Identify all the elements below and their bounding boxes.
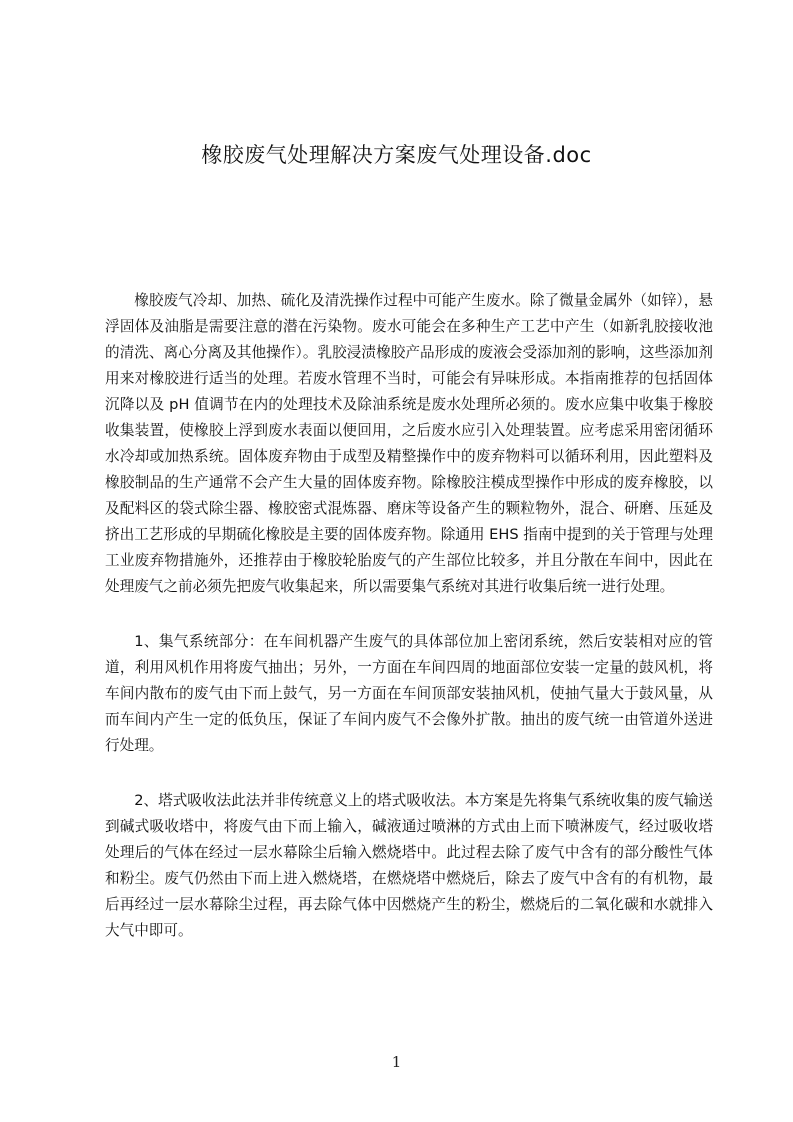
paragraph-intro: 橡胶废气冷却、加热、硫化及清洗操作过程中可能产生废水。除了微量金属外（如锌），悬浮固体及油脂是需要注意的潜在污染物。废水可能会在多种生产工艺中产生（如新乳胶接收池的清洗、离心分离及其他操作）。乳胶浸渍橡胶产品形成的废液会受添加剂的影响，这些添加剂用来对橡胶进行适当的处理。若废水管理不当时，可能会有异味形成。本指南推荐的包括固体沉降以及 pH 值调节在内的处理技术及除油系统是废水处理所必须的。废水应集中收集于橡胶收集装置，使橡胶上浮到废水表面以便回用，之后废水应引入处理装置。应考虑采用密闭循环水冷却或加热系统。固体废弃物由于成型及精整操作中的废弃物料可以循环利用，因此塑料及橡胶制品的生产通常不会产生大量的固体废弃物。除橡胶注模成型操作中形成的废弃橡胶，以及配料区的袋式除尘器、橡胶密式混炼器、磨床等设备产生的颗粒物外，混合、研磨、压延及挤出工艺形成的早期硫化橡胶是主要的固体废弃物。除通用 EHS 指南中提到的关于管理与处理工业废弃物措施外，还推荐由于橡胶轮胎废气的产生部位比较多，并且分散在车间中，因此在处理废气之前必须先把废气收集起来，所以需要集气系统对其进行收集后统一进行处理。 [105,292,713,595]
document-title: 橡胶废气处理解决方案废气处理设备.doc [201,143,592,167]
paragraph-tower-absorption: 2、塔式吸收法此法并非传统意义上的塔式吸收法。本方案是先将集气系统收集的废气输送到碱式吸收塔中，将废气由下而上输入，碱液通过喷淋的方式由上而下喷淋废气，经过吸收塔处理后的气体在经过一层水幕除尘后输入燃烧塔中。此过程去除了废气中含有的部分酸性气体和粉尘。废气仍然由下而上进入燃烧塔，在燃烧塔中燃烧后，除去了废气中含有的有机物，最后再经过一层水幕除尘过程，再去除气体中因燃烧产生的粉尘，燃烧后的二氧化碳和水就排入大气中即可。 [105,792,713,939]
paragraph-gas-collection: 1、集气系统部分：在车间机器产生废气的具体部位加上密闭系统，然后安装相对应的管道，利用风机作用将废气抽出；另外，一方面在车间四周的地面部位安装一定量的鼓风机，将车间内散布的废气由下而上鼓气，另一方面在车间顶部安装抽风机，使抽气量大于鼓风量，从而车间内产生一定的低负压，保证了车间内废气不会像外扩散。抽出的废气统一由管道外送进行处理。 [105,633,713,754]
page-number: 1 [391,1053,402,1071]
document-body [105,288,713,973]
